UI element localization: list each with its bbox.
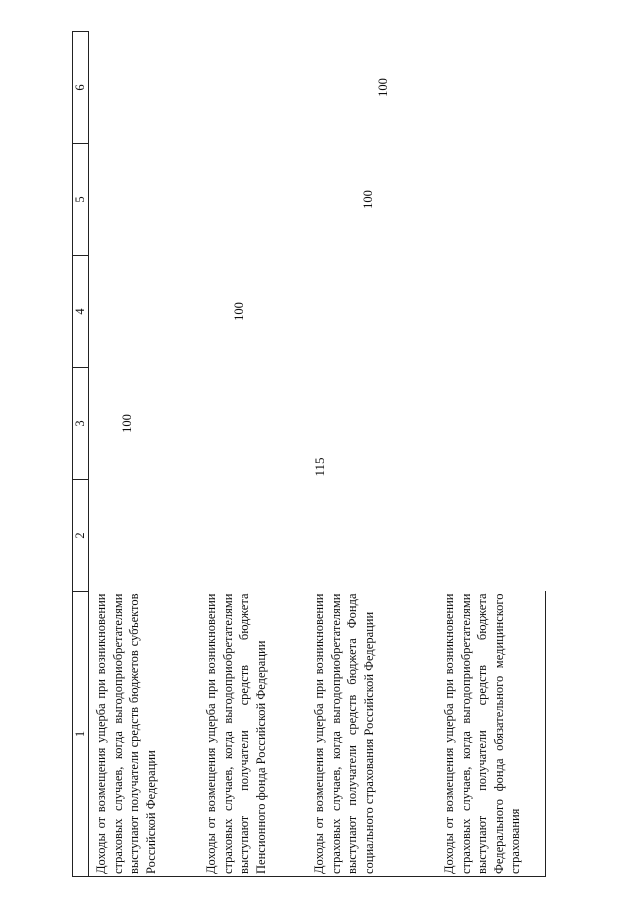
cell-col6 [89,32,200,144]
cell-col5: 100 [361,190,375,209]
rotated-table-sheet [72,32,537,877]
cell-col5 [437,144,546,256]
cell-col4: 100 [232,302,246,321]
cell-col6: 100 [376,78,390,97]
column-header-2: 2 [73,480,89,592]
table-row [307,32,437,877]
cell-col2 [437,480,546,592]
cell-col3 [199,368,307,480]
column-header-6: 6 [73,32,89,144]
cell-col4 [307,256,437,368]
cell-col2 [89,480,200,592]
table-row [89,32,200,877]
revenue-table [72,31,546,877]
cell-col3 [437,368,546,480]
row-description: Доходы от возмещения ущерба при возникновении страховых случаев, когда выгодоприобретателями выступают получатели средств бюджета Федерального фонда обязательного медицинского страхования [437,592,546,877]
cell-col5 [199,144,307,256]
cell-col2 [307,480,437,592]
cell-col4 [89,256,200,368]
column-header-4: 4 [73,256,89,368]
row-description: Доходы от возмещения ущерба при возникновении страховых случаев, когда выгодоприобретателями выступают получатели средств бюджетов субъектов Российской Федерации [89,592,200,877]
column-header-3: 3 [73,368,89,480]
row-description: Доходы от возмещения ущерба при возникновении страховых случаев, когда выгодоприобретателями выступают получатели средств бюджета Фонда социального страхования Российской Федерации [307,592,437,877]
row-description: Доходы от возмещения ущерба при возникновении страховых случаев, когда выгодоприобретателями выступают получатели средств бюджета Пенсионного фонда Российской Федерации [199,592,307,877]
table-header-row [73,32,89,877]
table-row [199,32,307,877]
table-row [437,32,546,877]
cell-col6 [199,32,307,144]
cell-col4 [437,256,546,368]
column-header-5: 5 [73,144,89,256]
cell-col2 [199,480,307,592]
cell-col5 [89,144,200,256]
cell-col6 [307,32,437,144]
page-number: 115 [312,457,327,477]
column-header-1: 1 [73,592,89,877]
cell-col3 [307,368,437,480]
cell-col3: 100 [120,414,134,433]
